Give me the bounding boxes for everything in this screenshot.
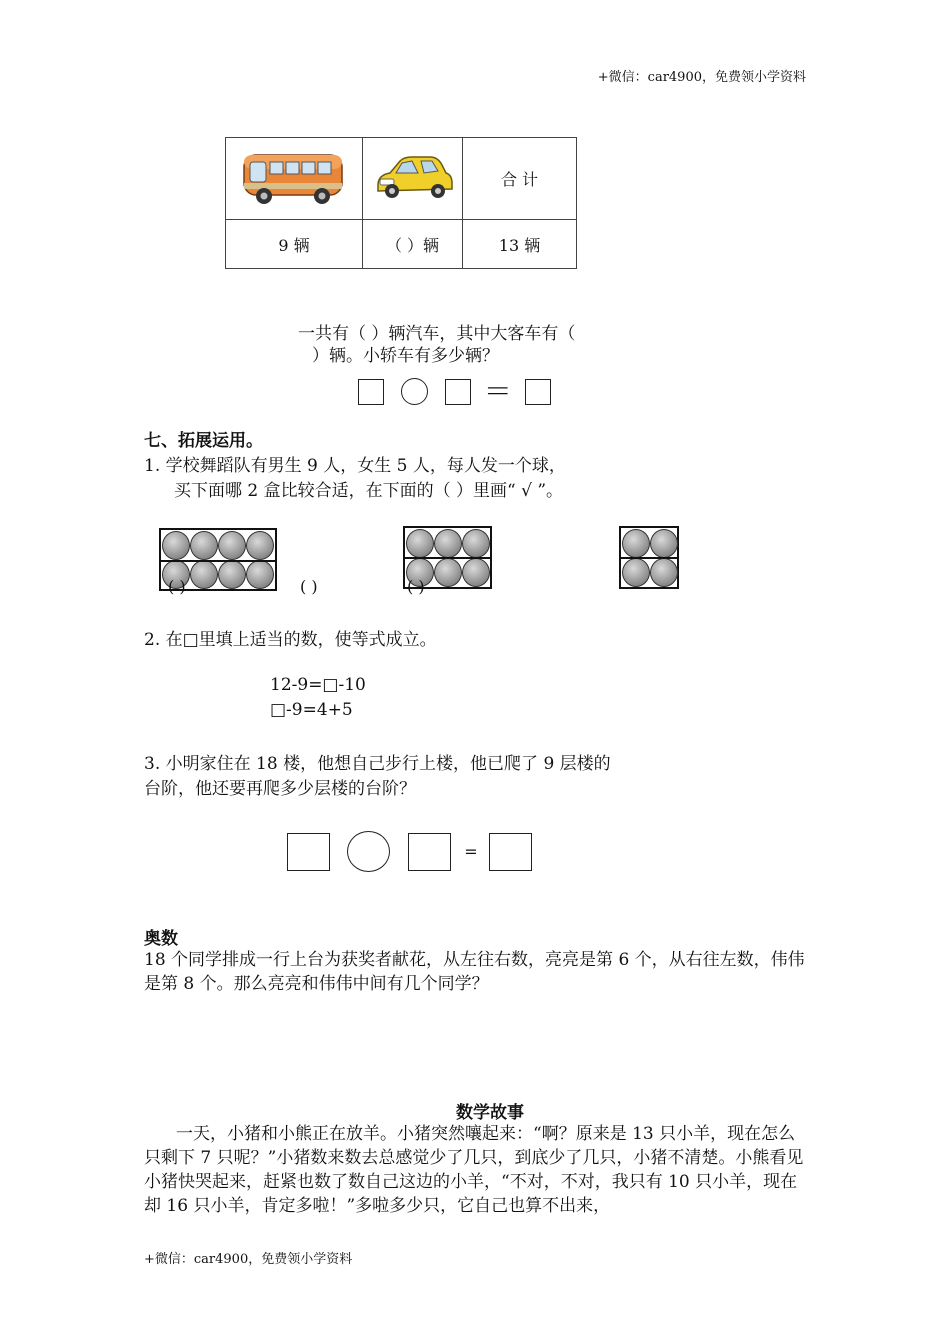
car-count-blank: （ ）辆 <box>363 220 463 269</box>
page-header: +微信：car4900，免费领小学资料 <box>597 70 806 85</box>
equation-1: 12-9=□-10 <box>270 675 366 695</box>
answer-paren-1[interactable]: ( ) <box>168 577 186 596</box>
ball <box>650 529 678 558</box>
ball <box>434 529 462 558</box>
total-header: 合 计 <box>463 138 577 220</box>
blank-square <box>408 833 451 871</box>
story-title: 数学故事 <box>456 1103 524 1123</box>
olympiad-title: 奥数 <box>144 929 178 949</box>
blank-square <box>445 379 471 405</box>
equation-template-1 <box>358 376 551 406</box>
ball <box>190 560 218 589</box>
ball <box>462 529 490 558</box>
ball <box>462 558 490 587</box>
bus-icon <box>240 147 348 207</box>
ball <box>190 531 218 560</box>
ball <box>246 560 274 589</box>
vehicle-table <box>225 137 577 269</box>
total-count: 13 辆 <box>463 220 577 269</box>
blank-square <box>358 379 384 405</box>
ball <box>246 531 274 560</box>
page-footer: +微信：car4900，免费领小学资料 <box>144 1252 353 1267</box>
car-cell <box>363 138 463 220</box>
ball <box>406 529 434 558</box>
blank-square <box>525 379 551 405</box>
q1-line2: 买下面哪 2 盒比较合适，在下面的（ ）里画“ √ ”。 <box>174 481 564 501</box>
ball <box>622 529 650 558</box>
q1-line1: 1. 学校舞蹈队有男生 9 人，女生 5 人，每人发一个球， <box>144 456 566 476</box>
bus-cell <box>226 138 363 220</box>
car-question-line2: ）辆。小轿车有多少辆？ <box>312 346 499 366</box>
equals-sign: = <box>464 841 478 861</box>
ball <box>622 558 650 587</box>
q3-line2: 台阶，他还要再爬多少层楼的台阶？ <box>144 779 416 799</box>
answer-paren-3[interactable]: ( ) <box>407 577 425 596</box>
box-divider <box>159 560 277 562</box>
operator-circle <box>401 378 428 405</box>
ball <box>162 531 190 560</box>
ball <box>218 531 246 560</box>
operator-circle <box>347 831 390 872</box>
section-7-title: 七、拓展运用。 <box>144 431 263 451</box>
equals-sign: ＝ <box>483 374 512 408</box>
answer-paren-2[interactable]: ( ) <box>300 577 318 596</box>
ball <box>434 558 462 587</box>
ball <box>650 558 678 587</box>
blank-square <box>287 833 330 871</box>
blank-square <box>489 833 532 871</box>
equation-template-2 <box>287 831 532 872</box>
story-text: 一天，小猪和小熊正在放羊。小猪突然嚷起来：“啊？原来是 13 只小羊，现在怎么只剩下 7 只呢？”小猪数来数去总感觉少了几只，到底少了几只，小猪不清楚。小熊看见小猪快哭起来，赶紧也数了数自己这边的小羊，“不对，不对，我只有 10 只小羊，现在却 16 只小羊，肯定多啦！”多啦多少只，它自己也算不出来， <box>144 1124 804 1216</box>
bus-count: 9 辆 <box>226 220 363 269</box>
car-icon <box>372 151 454 203</box>
ball <box>218 560 246 589</box>
q3-line1: 3. 小明家住在 18 楼，他想自己步行上楼，他已爬了 9 层楼的 <box>144 754 611 774</box>
olympiad-text: 18 个同学排成一行上台为获奖者献花，从左往右数，亮亮是第 6 个，从右往左数，伟伟是第 8 个。那么亮亮和伟伟中间有几个同学？ <box>144 950 805 994</box>
q2: 2. 在□里填上适当的数，使等式成立。 <box>144 630 437 650</box>
box-divider <box>619 557 679 559</box>
box-divider <box>403 557 492 559</box>
car-question-line1: 一共有（ ）辆汽车，其中大客车有（ <box>298 324 576 344</box>
equation-2: □-9=4+5 <box>270 700 353 720</box>
